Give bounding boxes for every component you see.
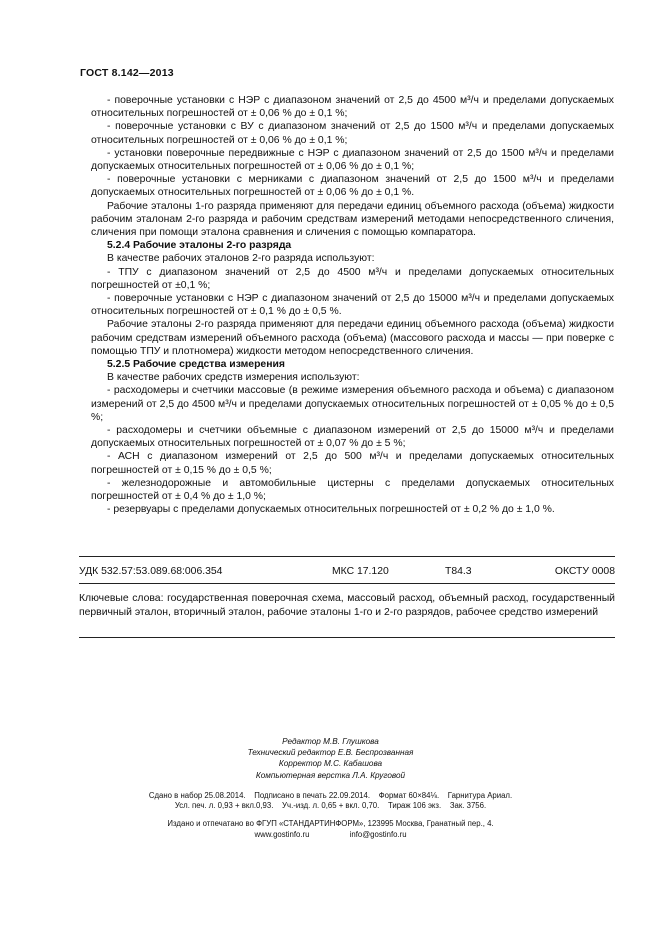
t-code: Т84.3 xyxy=(445,566,472,577)
divider-bottom xyxy=(79,637,615,638)
mks-code: МКС 17.120 xyxy=(332,566,389,577)
paragraph: - расходомеры и счетчики объемные с диапазоном измерений от 2,5 до 15000 м³/ч и пределами допускаемых относительных погрешностей от ± 0,07 % до ± 5 %; xyxy=(91,425,614,450)
print-info-line: Сдано в набор 25.08.2014. Подписано в печать 22.09.2014. Формат 60×84⅛. Гарнитура Ариал. xyxy=(148,791,513,800)
section-heading: 5.2.4 Рабочие эталоны 2-го разряда xyxy=(107,240,292,252)
document-body xyxy=(91,94,614,517)
section-heading: 5.2.5 Рабочие средства измерения xyxy=(107,359,285,371)
print-info xyxy=(0,791,661,811)
technical-editor: Технический редактор Е.В. Беспрозванная xyxy=(247,748,414,758)
corrector: Корректор М.С. Кабашова xyxy=(278,759,383,769)
paragraph: - АСН с диапазоном измерений от 2,5 до 500 м³/ч и пределами допускаемых относительных погрешностей от ± 0,15 % до ± 0,5 %; xyxy=(91,451,614,476)
publisher-email[interactable]: info@gostinfo.ru xyxy=(349,829,407,839)
paragraph: Рабочие эталоны 2-го разряда применяют для передачи единиц объемного расхода (объема) жидкости рабочим средствам измерений объемного расхода (объема) (массового расхода и массы — при поверке с помощью ТПУ и плотномера) жидкости методом непосредственного сличения. xyxy=(91,319,614,357)
publisher-info xyxy=(0,819,661,840)
keywords: Ключевые слова: государственная поверочная схема, массовый расход, объемный расход, государственный первичный эталон, вторичный эталон, рабочие эталоны 1-го и 2-го разрядов, рабочее средство измерений xyxy=(79,593,615,618)
paragraph: - ТПУ с диапазоном значений от 2,5 до 4500 м³/ч и пределами допускаемых относительных погрешностей от ±0,1 %; xyxy=(91,266,614,291)
paragraph: Рабочие эталоны 1-го разряда применяют для передачи единиц объемного расхода (объема) жидкости рабочим эталонам 2-го разряда и рабочим средствам измерений методами непосредственного сличения, сличения при помощи эталона сравнения и сличения с помощью компаратора. xyxy=(91,200,614,239)
paragraph: В качестве рабочих средств измерения используют: xyxy=(107,372,360,384)
paragraph: - установки поверочные передвижные с НЭР с диапазоном значений от 2,5 до 1500 м³/ч и пределами допускаемых относительных погрешностей от ± 0,06 % до ± 0,1 %; xyxy=(91,147,614,173)
paragraph: - поверочные установки с НЭР с диапазоном значений от 2,5 до 15000 м³/ч и пределами допускаемых относительных погрешностей от ± 0,1 % до ± 0,5 %. xyxy=(91,293,614,318)
divider-top xyxy=(79,556,615,557)
paragraph: В качестве рабочих эталонов 2-го разряда используют: xyxy=(107,253,375,265)
paragraph: - поверочные установки с НЭР с диапазоном значений от 2,5 до 4500 м³/ч и пределами допускаемых относительных погрешностей от ± 0,06 % до ± 0,1 %; xyxy=(91,95,614,120)
publisher-contacts xyxy=(0,830,661,841)
paragraph: - поверочные установки с ВУ с диапазоном значений от 2,5 до 1500 м³/ч и пределами допускаемых относительных погрешностей от ± 0,06 % до ± 0,1 %; xyxy=(91,121,614,146)
publisher-address: Издано и отпечатано во ФГУП «СТАНДАРТИНФОРМ», 123995 Москва, Гранатный пер., 4. xyxy=(167,819,494,828)
publisher-website[interactable]: www.gostinfo.ru xyxy=(254,829,310,839)
print-info-line: Усл. печ. л. 0,93 + вкл.0,93. Уч.-изд. л. 0,65 + вкл. 0,70. Тираж 106 экз. Зак. 3756. xyxy=(174,801,487,810)
divider-middle xyxy=(79,583,615,584)
paragraph: - железнодорожные и автомобильные цистерны с пределами допускаемых относительных погрешностей от ± 0,4 % до ± 1,0 %; xyxy=(91,477,614,503)
udk-code: УДК 532.57:53.089.68:006.354 xyxy=(79,566,223,577)
standard-header: ГОСТ 8.142—2013 xyxy=(80,67,174,79)
editor: Редактор М.В. Глушкова xyxy=(282,737,379,746)
paragraph: - поверочные установки с мерниками с диапазоном значений от 2,5 до 1500 м³/ч и пределами допускаемых относительных погрешностей от ± 0,06 % до ± 0,1 %. xyxy=(91,174,614,199)
layout-designer: Компьютерная верстка Л.А. Круговой xyxy=(255,770,406,780)
paragraph: - резервуары с пределами допускаемых относительных погрешностей от ± 0,2 % до ± 1,0 %. xyxy=(107,504,555,516)
okstu-code: ОКСТУ 0008 xyxy=(554,566,615,577)
paragraph: - расходомеры и счетчики массовые (в режиме измерения объемного расхода и объема) с диапазоном измерений от 2,5 до 4500 м³/ч и пределами допускаемых относительных погрешностей от ± 0,05 % до ± 0,5 %; xyxy=(91,385,614,423)
staff-credits xyxy=(0,736,661,781)
